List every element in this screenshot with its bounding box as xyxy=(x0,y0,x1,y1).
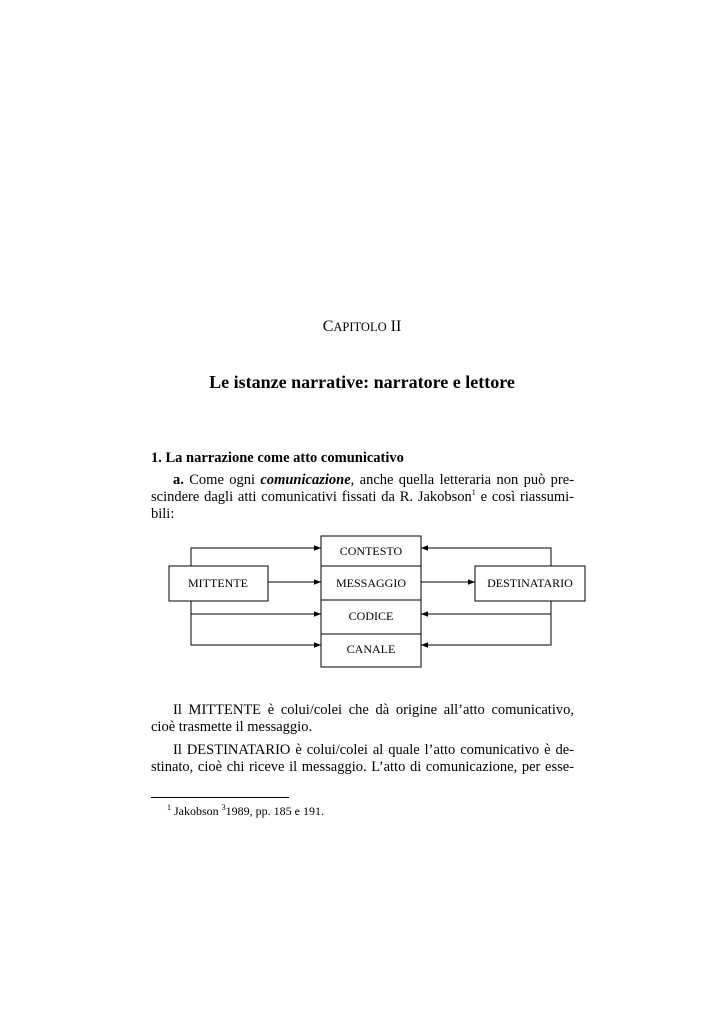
section-heading: 1. La narrazione come atto comunicativo xyxy=(151,450,404,466)
label-codice: CODICE xyxy=(348,609,394,623)
footnote-edition: 3 xyxy=(221,803,226,812)
paragraph-a-line-3: bili: xyxy=(151,506,175,522)
paragraph-a-text-3: scindere dagli atti comunicativi fissati da R. Jakobson xyxy=(151,489,472,505)
paragraph-a-text-2: , anche quella letteraria non può pre- xyxy=(350,472,575,488)
paragraph-a-text-1: Come ogni xyxy=(189,472,256,488)
paragraph-mittente-text-1: Il MITTENTE è colui/colei che dà origine all’atto comunicativo, xyxy=(173,702,574,718)
footnote-author: Jakobson xyxy=(174,804,219,818)
arrow-destinatario-contesto xyxy=(421,548,551,566)
label-destinatario: DESTINATARIO xyxy=(487,576,573,590)
footnote-ref: 1 xyxy=(471,488,476,498)
paragraph-destinatario-line-2: stinato, cioè chi riceve il messaggio. L’atto di comunicazione, per esse- xyxy=(151,759,574,775)
footnote xyxy=(167,804,324,819)
paragraph-destinatario-line-1 xyxy=(151,742,574,759)
label-messaggio: MESSAGGIO xyxy=(335,576,407,590)
paragraph-mittente-line-2: cioè trasmette il messaggio. xyxy=(151,719,313,735)
chapter-numeral: II xyxy=(390,318,402,335)
chapter-label-cap: C xyxy=(322,318,334,335)
label-canale: CANALE xyxy=(346,642,396,656)
paragraph-destinatario-text-1: Il DESTINATARIO è colui/colei al quale l’atto comunicativo è de- xyxy=(173,742,574,758)
chapter-label-rest: APITOLO xyxy=(333,320,387,334)
arrow-mittente-contesto xyxy=(191,548,321,566)
footnote-marker: 1 xyxy=(167,803,171,812)
paragraph-a-emphasis: comunicazione xyxy=(260,472,351,488)
arrow-mittente-canale xyxy=(191,601,321,645)
paragraph-mittente-line-1 xyxy=(151,702,574,719)
paragraph-mittente xyxy=(151,702,574,736)
arrow-mittente-codice xyxy=(191,601,321,614)
footnote-text: 1989, pp. 185 e 191. xyxy=(225,804,324,818)
label-mittente: MITTENTE xyxy=(188,576,248,590)
chapter-title: Le istanze narrative: narratore e lettore xyxy=(209,372,515,392)
paragraph-destinatario xyxy=(151,742,574,776)
footnote-rule xyxy=(151,797,289,798)
arrow-destinatario-codice xyxy=(421,601,551,614)
paragraph-a-marker: a. xyxy=(173,472,184,488)
arrow-destinatario-canale xyxy=(421,601,551,645)
paragraph-a-text-4: e così riassumi- xyxy=(475,489,574,505)
label-contesto: CONTESTO xyxy=(339,544,403,558)
